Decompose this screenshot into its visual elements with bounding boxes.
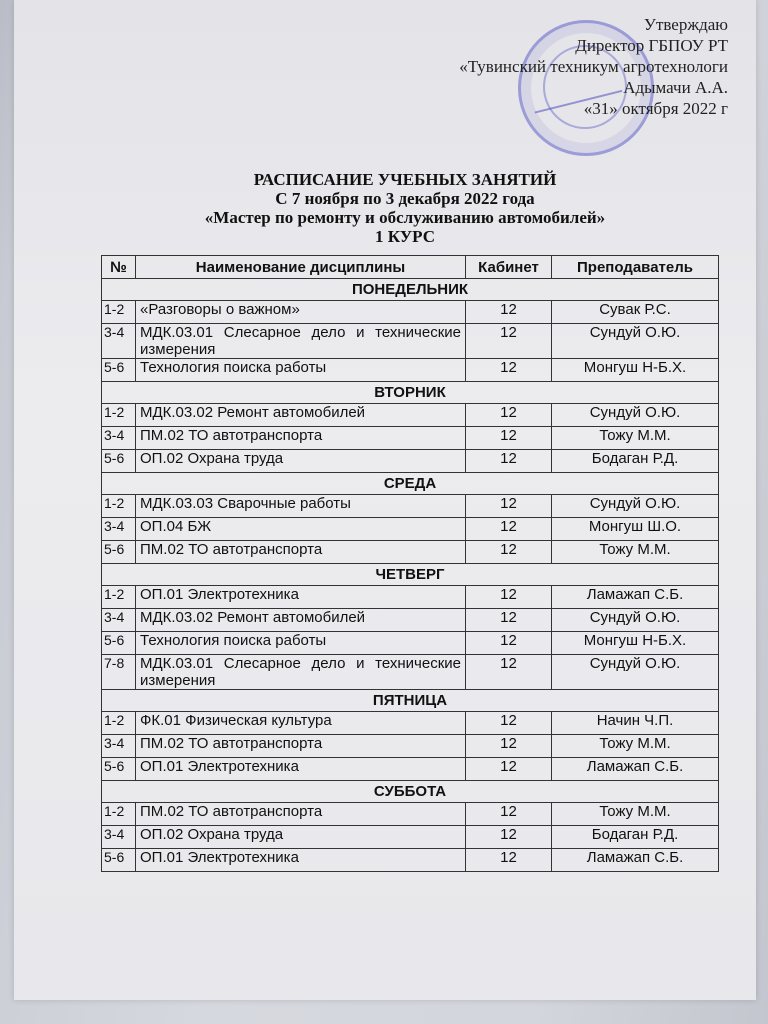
day-header-row [102,473,719,495]
room-cell: 12 [466,324,552,359]
approval-line: «Тувинский техникум агротехнологи [459,57,728,76]
teacher-cell: Тожу М.М. [552,541,719,564]
lesson-number-cell: 3-4 [102,735,136,758]
lesson-number-cell: 5-6 [102,632,136,655]
teacher-cell: Тожу М.М. [552,735,719,758]
day-name: СРЕДА [102,473,719,495]
room-cell: 12 [466,712,552,735]
room-cell: 12 [466,632,552,655]
lesson-number-cell: 3-4 [102,609,136,632]
table-row [102,826,719,849]
lesson-number-cell: 3-4 [102,826,136,849]
room-cell: 12 [466,758,552,781]
approval-block [459,14,728,119]
header-room: Кабинет [466,256,552,279]
subject-cell: ОП.02 Охрана труда [136,450,466,473]
header-teacher: Преподаватель [552,256,719,279]
teacher-cell: Начин Ч.П. [552,712,719,735]
subject-cell: ПМ.02 ТО автотранспорта [136,427,466,450]
table-row [102,849,719,872]
table-row [102,450,719,473]
table-row [102,655,719,690]
day-name: СУББОТА [102,781,719,803]
lesson-number-cell: 1-2 [102,495,136,518]
room-cell: 12 [466,803,552,826]
room-cell: 12 [466,427,552,450]
table-row [102,324,719,359]
day-name: ЧЕТВЕРГ [102,564,719,586]
room-cell: 12 [466,541,552,564]
approval-line: Утверждаю [643,15,728,34]
table-row [102,301,719,324]
day-name: ПЯТНИЦА [102,690,719,712]
teacher-cell: Сундуй О.Ю. [552,324,719,359]
lesson-number-cell: 1-2 [102,301,136,324]
subject-cell: МДК.03.01 Слесарное дело и технические измерения [136,324,466,359]
lesson-number-cell: 3-4 [102,427,136,450]
lesson-number-cell: 5-6 [102,541,136,564]
teacher-cell: Сундуй О.Ю. [552,495,719,518]
lesson-number-cell: 5-6 [102,359,136,382]
teacher-cell: Сундуй О.Ю. [552,404,719,427]
teacher-cell: Монгуш Н-Б.Х. [552,359,719,382]
lesson-number-cell: 1-2 [102,404,136,427]
document-title [100,170,710,246]
title-line: РАСПИСАНИЕ УЧЕБНЫХ ЗАНЯТИЙ [253,170,557,189]
table-row [102,803,719,826]
room-cell: 12 [466,849,552,872]
teacher-cell: Ламажап С.Б. [552,758,719,781]
approval-line: Директор ГБПОУ РТ [575,36,728,55]
room-cell: 12 [466,359,552,382]
room-cell: 12 [466,609,552,632]
subject-cell: «Разговоры о важном» [136,301,466,324]
teacher-cell: Сундуй О.Ю. [552,655,719,690]
lesson-number-cell: 1-2 [102,586,136,609]
subject-cell: ОП.01 Электротехника [136,849,466,872]
subject-cell: МДК.03.03 Сварочные работы [136,495,466,518]
table-row [102,359,719,382]
teacher-cell: Тожу М.М. [552,427,719,450]
subject-cell: МДК.03.02 Ремонт автомобилей [136,404,466,427]
table-row [102,404,719,427]
teacher-cell: Сувак Р.С. [552,301,719,324]
lesson-number-cell: 3-4 [102,518,136,541]
lesson-number-cell: 1-2 [102,712,136,735]
room-cell: 12 [466,655,552,690]
table-header-row [102,256,719,279]
day-name: ВТОРНИК [102,382,719,404]
teacher-cell: Монгуш Н-Б.Х. [552,632,719,655]
subject-cell: ПМ.02 ТО автотранспорта [136,803,466,826]
room-cell: 12 [466,735,552,758]
table-row [102,495,719,518]
subject-cell: ПМ.02 ТО автотранспорта [136,735,466,758]
title-line: С 7 ноября по 3 декабря 2022 года [275,189,535,208]
teacher-cell: Сундуй О.Ю. [552,609,719,632]
teacher-cell: Бодаган Р.Д. [552,450,719,473]
table-row [102,712,719,735]
table-row [102,632,719,655]
room-cell: 12 [466,586,552,609]
header-number: № [102,256,136,279]
subject-cell: ОП.04 БЖ [136,518,466,541]
room-cell: 12 [466,450,552,473]
room-cell: 12 [466,518,552,541]
room-cell: 12 [466,404,552,427]
day-header-row [102,690,719,712]
room-cell: 12 [466,826,552,849]
subject-cell: МДК.03.01 Слесарное дело и технические измерения [136,655,466,690]
teacher-cell: Ламажап С.Б. [552,586,719,609]
day-header-row [102,279,719,301]
table-row [102,427,719,450]
room-cell: 12 [466,495,552,518]
table-row [102,758,719,781]
day-name: ПОНЕДЕЛЬНИК [102,279,719,301]
approval-line: «31» октября 2022 г [583,99,728,118]
table-row [102,518,719,541]
table-row [102,735,719,758]
table-row [102,609,719,632]
subject-cell: ПМ.02 ТО автотранспорта [136,541,466,564]
teacher-cell: Бодаган Р.Д. [552,826,719,849]
lesson-number-cell: 5-6 [102,450,136,473]
lesson-number-cell: 7-8 [102,655,136,690]
header-subject: Наименование дисциплины [136,256,466,279]
lesson-number-cell: 5-6 [102,758,136,781]
subject-cell: Технология поиска работы [136,359,466,382]
approval-line: Адымачи А.А. [623,78,728,97]
table-row [102,541,719,564]
teacher-cell: Монгуш Ш.О. [552,518,719,541]
subject-cell: МДК.03.02 Ремонт автомобилей [136,609,466,632]
title-line: «Мастер по ремонту и обслуживанию автомобилей» [204,208,606,227]
room-cell: 12 [466,301,552,324]
subject-cell: ОП.02 Охрана труда [136,826,466,849]
table-row [102,586,719,609]
lesson-number-cell: 5-6 [102,849,136,872]
schedule-table [101,255,719,872]
day-header-row [102,382,719,404]
subject-cell: ФК.01 Физическая культура [136,712,466,735]
lesson-number-cell: 1-2 [102,803,136,826]
teacher-cell: Тожу М.М. [552,803,719,826]
subject-cell: Технология поиска работы [136,632,466,655]
teacher-cell: Ламажап С.Б. [552,849,719,872]
subject-cell: ОП.01 Электротехника [136,586,466,609]
day-header-row [102,564,719,586]
title-line: 1 КУРС [374,227,436,246]
subject-cell: ОП.01 Электротехника [136,758,466,781]
lesson-number-cell: 3-4 [102,324,136,359]
day-header-row [102,781,719,803]
